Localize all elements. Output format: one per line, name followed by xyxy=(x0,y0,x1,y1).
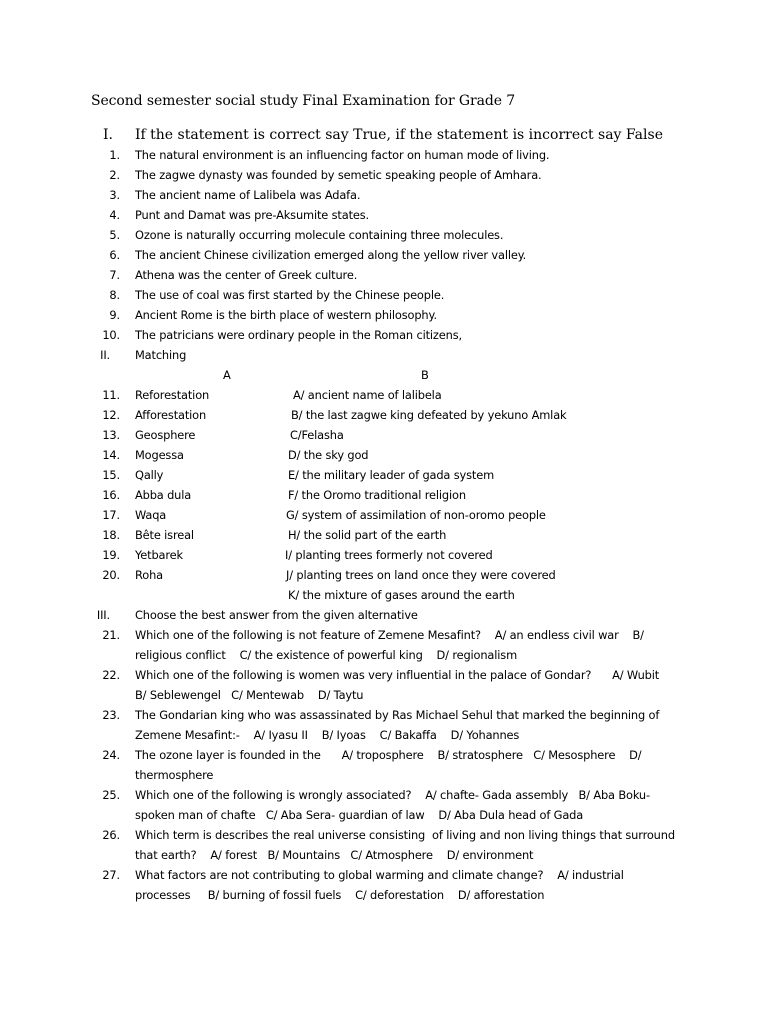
list-item: K/ the mixture of gases around the earth xyxy=(288,588,515,602)
section-1-title: If the statement is correct say True, if the statement is incorrect say False xyxy=(135,127,663,143)
list-item: F/ the Oromo traditional religion xyxy=(288,488,466,502)
section-3-title: Choose the best answer from the given alternative xyxy=(135,608,418,622)
list-item: H/ the solid part of the earth xyxy=(288,528,447,542)
list-item: D/ the sky god xyxy=(288,448,369,462)
column-a-header: A xyxy=(223,368,231,382)
column-b-header: B xyxy=(421,368,429,382)
list-item: A/ ancient name of lalibela xyxy=(293,388,442,402)
section-2-title: Matching xyxy=(135,348,187,362)
list-item: B/ the last zagwe king defeated by yekuno Amlak xyxy=(291,408,567,422)
list-item: J/ planting trees on land once they were covered xyxy=(286,568,556,582)
section-1-numeral: I. xyxy=(103,127,113,143)
list-item: I/ planting trees formerly not covered xyxy=(285,548,493,562)
section-3-numeral: III. xyxy=(96,608,110,622)
exam-page: Second semester social study Final Examination for Grade 7 I. If the statement is correct say True, if the statement is incorrect say False 1. The natural environment is an influencing factor on human mode of living. 2. The zagwe dynasty was founded by semetic speaking people of Amhara. 3. The ancient name of Lalibela was Adafa. 4. Punt and Damat was pre-Aksumite states. 5. Ozone is naturally occurring molecule containing three molecules. 6. The ancient Chinese civilization emerged along the yellow river valley. 7. Athena was the center of Greek culture. 8. The use of coal was first started by the Chinese people. 9. Ancient Rome is the birth place of western philosophy. 10. The patricians were ordinary people in the Roman citizens, II. Matching A B 11. Reforestation 12. Afforestation 13. Geosphere 14. Mogessa 15. Qally 16. Abba dula 17. Waqa 18. Bête isreal 19. Yetbarek 20. Roha A/ ancient name of lalibela B/ the last zagwe king defeated by yekuno Amlak C/Felasha D/ the sky god E/ the military leader of gada system F/ the Oromo traditional religion G/ system of assimilation of non-oromo people H/ the solid part of the earth I/ planting trees formerly not covered J/ planting trees on land once they were covered K/ the mixture of gases around the earth III. Choose the best answer from the given alternative 21. Which one of the following is not feature of Zemene Mesafint? A/ an endless civil war B/ religious conflict C/ the existence of powerful king D/ regionalism 22. Which one of the following is women was very influential in the palace of Gondar? A/ Wubit B/ Seblewengel C/ Mentewab D/ Taytu 23. The Gondarian king who was assassinated by Ras Michael Sehul that marked the beginning of Zemene Mesafint:- A/ Iyasu II B/ Iyoas C/ Bakaffa D/ Yohannes 24. The ozone layer is founded in the A/ troposphere B/ stratosphere C/ Mesosphere D/ thermosphere 25. Which one of the following is wrongly associated? A/ chafte- Gada assembly B/ Aba Boku- spoken man of chafte C/ Aba Sera- guardian of law D/ Aba Dula head of Gada 26. Which term is describes the real universe consisting of living and non living things that surround that earth? A/ forest B/ Mountains C/ Atmosphere D/ environment 27. What factors are not contributing to global warming and climate change? A/ industrial processes B/ burning of fossil fuels C/ deforestation D/ afforestation xyxy=(0,0,768,1024)
list-item: G/ system of assimilation of non-oromo people xyxy=(286,508,546,522)
section-2-numeral: II. xyxy=(100,348,110,362)
list-item: E/ the military leader of gada system xyxy=(288,468,495,482)
list-item: C/Felasha xyxy=(290,428,344,442)
exam-title: Second semester social study Final Examination for Grade 7 xyxy=(91,93,516,109)
section-1-heading xyxy=(0,127,768,147)
